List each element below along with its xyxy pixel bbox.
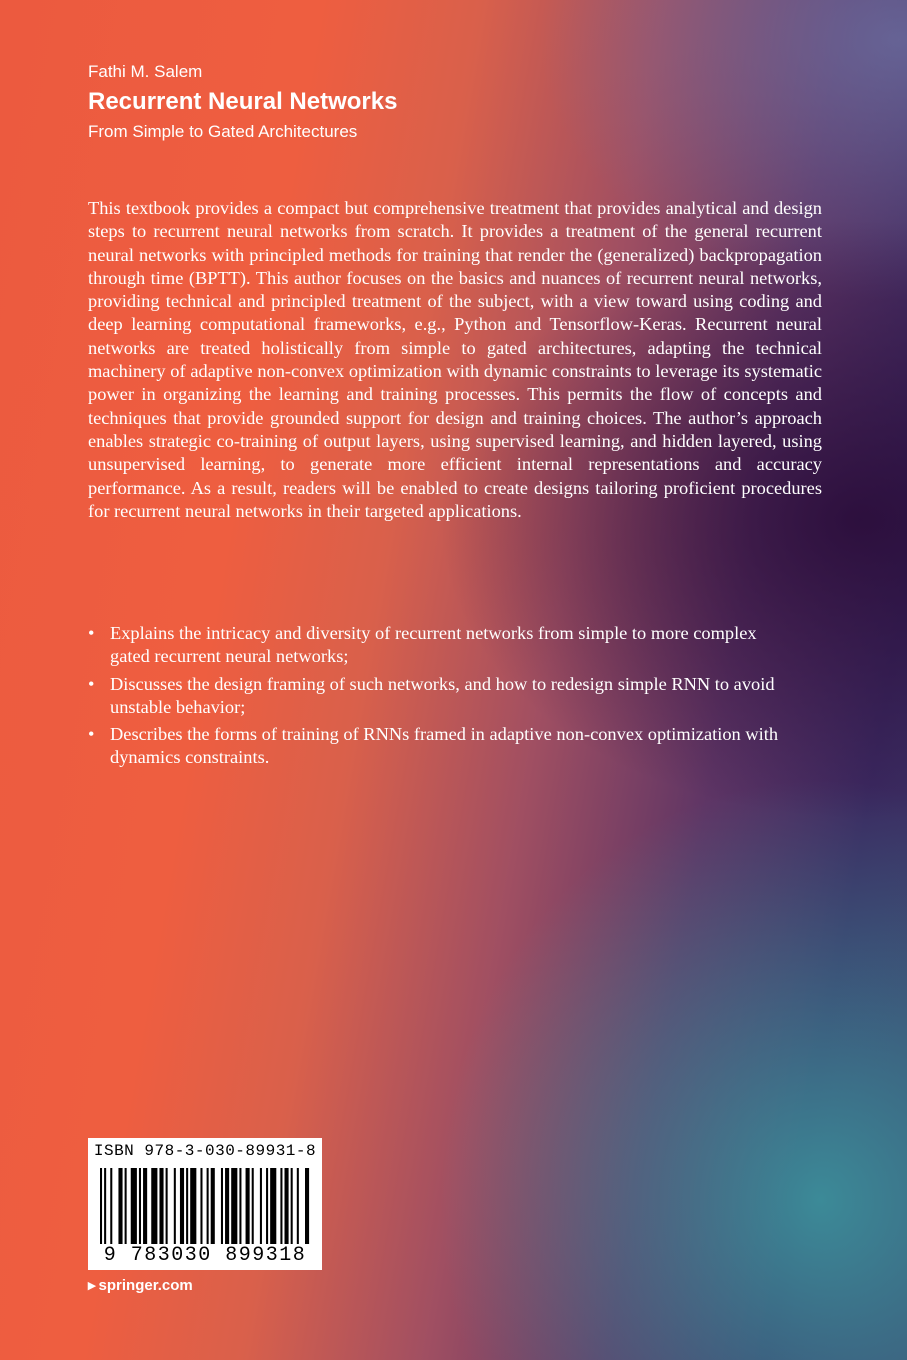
barcode-bar: [186, 1168, 188, 1244]
cover-header: [88, 62, 397, 142]
bullet-marker: •: [88, 673, 95, 694]
barcode-bar: [207, 1168, 209, 1244]
barcode-bar: [305, 1168, 309, 1244]
ean-digits: 9 783030 899318: [103, 1244, 307, 1267]
barcode-bar: [131, 1168, 137, 1244]
barcode-bar: [221, 1168, 223, 1244]
barcode-bar: [260, 1168, 262, 1244]
barcode-bar: [174, 1168, 176, 1244]
publisher-link[interactable]: [88, 1276, 193, 1294]
bullet-marker: •: [88, 623, 95, 643]
author-name: Fathi M. Salem: [88, 62, 203, 81]
barcode-bar: [143, 1168, 147, 1244]
barcode-bar: [139, 1168, 141, 1244]
barcode-bar: [270, 1168, 276, 1244]
barcode-bar: [239, 1168, 241, 1244]
barcode-bar: [200, 1168, 202, 1244]
barcode-bar: [166, 1168, 168, 1244]
barcode-bar: [190, 1168, 196, 1244]
barcode-bar: [125, 1168, 127, 1244]
barcode-bars: [100, 1168, 310, 1244]
barcode-bar: [291, 1168, 293, 1244]
barcode-bar: [104, 1168, 106, 1244]
bullet-marker: •: [88, 724, 95, 745]
description-paragraph: This textbook provides a compact but comprehensive treatment that provides analytical and design steps to recurrent neural networks from scratch. It provides a treatment of the general recurrent neural networks with principled methods for training that render the (generalized) backpropagation through time (BPTT). This author focuses on the basics and nuances of recurrent neural networks, providing technical and principled treatment of the subject, with a view toward using coding and deep learning computational frameworks, e.g., Python and Tensorflow-Keras. Recurrent neural networks are treated holistically from simple to gated architectures, adapting the technical machinery of adaptive non-convex optimization with dynamic constraints to leverage its systematic power in organizing the learning and training processes. This permits the flow of concepts and techniques that provide grounded support for design and training choices. The author’s approach enables strategic co-training of output layers, using supervised learning, and hidden layered, using unsupervised learning, to generate more efficient internal representations and accuracy performance. As a result, readers will be enabled to create designs tailoring proficient procedures for recurrent neural networks in their targeted applications.: [88, 198, 822, 521]
arrow-icon: ▸: [88, 1277, 96, 1294]
barcode-bar: [118, 1168, 122, 1244]
barcode-bar: [180, 1168, 184, 1244]
barcode-bar: [266, 1168, 268, 1244]
feature-text: Explains the intricacy and diversity of recurrent networks from simple to more complex gated recurrent neural networks;: [110, 623, 757, 667]
barcode-bar: [211, 1168, 215, 1244]
isbn-label: ISBN 978-3-030-89931-8: [93, 1142, 317, 1160]
feature-item: [88, 673, 788, 720]
barcode-bar: [252, 1168, 254, 1244]
book-subtitle: From Simple to Gated Architectures: [88, 122, 358, 141]
barcode-bar: [159, 1168, 163, 1244]
feature-text: Discusses the design framing of such networks, and how to redesign simple RNN to avoid unstable behavior;: [110, 673, 775, 717]
barcode-bar: [285, 1168, 289, 1244]
feature-list: [88, 622, 788, 774]
isbn-barcode: [88, 1138, 322, 1270]
barcode-bar: [151, 1168, 157, 1244]
barcode-bar: [225, 1168, 229, 1244]
barcode-bar: [246, 1168, 250, 1244]
feature-item: [88, 622, 788, 669]
barcode-bar: [231, 1168, 237, 1244]
barcode-bar: [100, 1168, 102, 1244]
book-title: Recurrent Neural Networks: [88, 88, 398, 115]
barcode-bar: [280, 1168, 282, 1244]
barcode-bar: [110, 1168, 112, 1244]
publisher-site: springer.com: [98, 1277, 193, 1294]
feature-text: Describes the forms of training of RNNs framed in adaptive non-convex optimization with dynamics constraints.: [110, 724, 779, 768]
barcode-bar: [297, 1168, 299, 1244]
feature-item: [88, 723, 788, 770]
